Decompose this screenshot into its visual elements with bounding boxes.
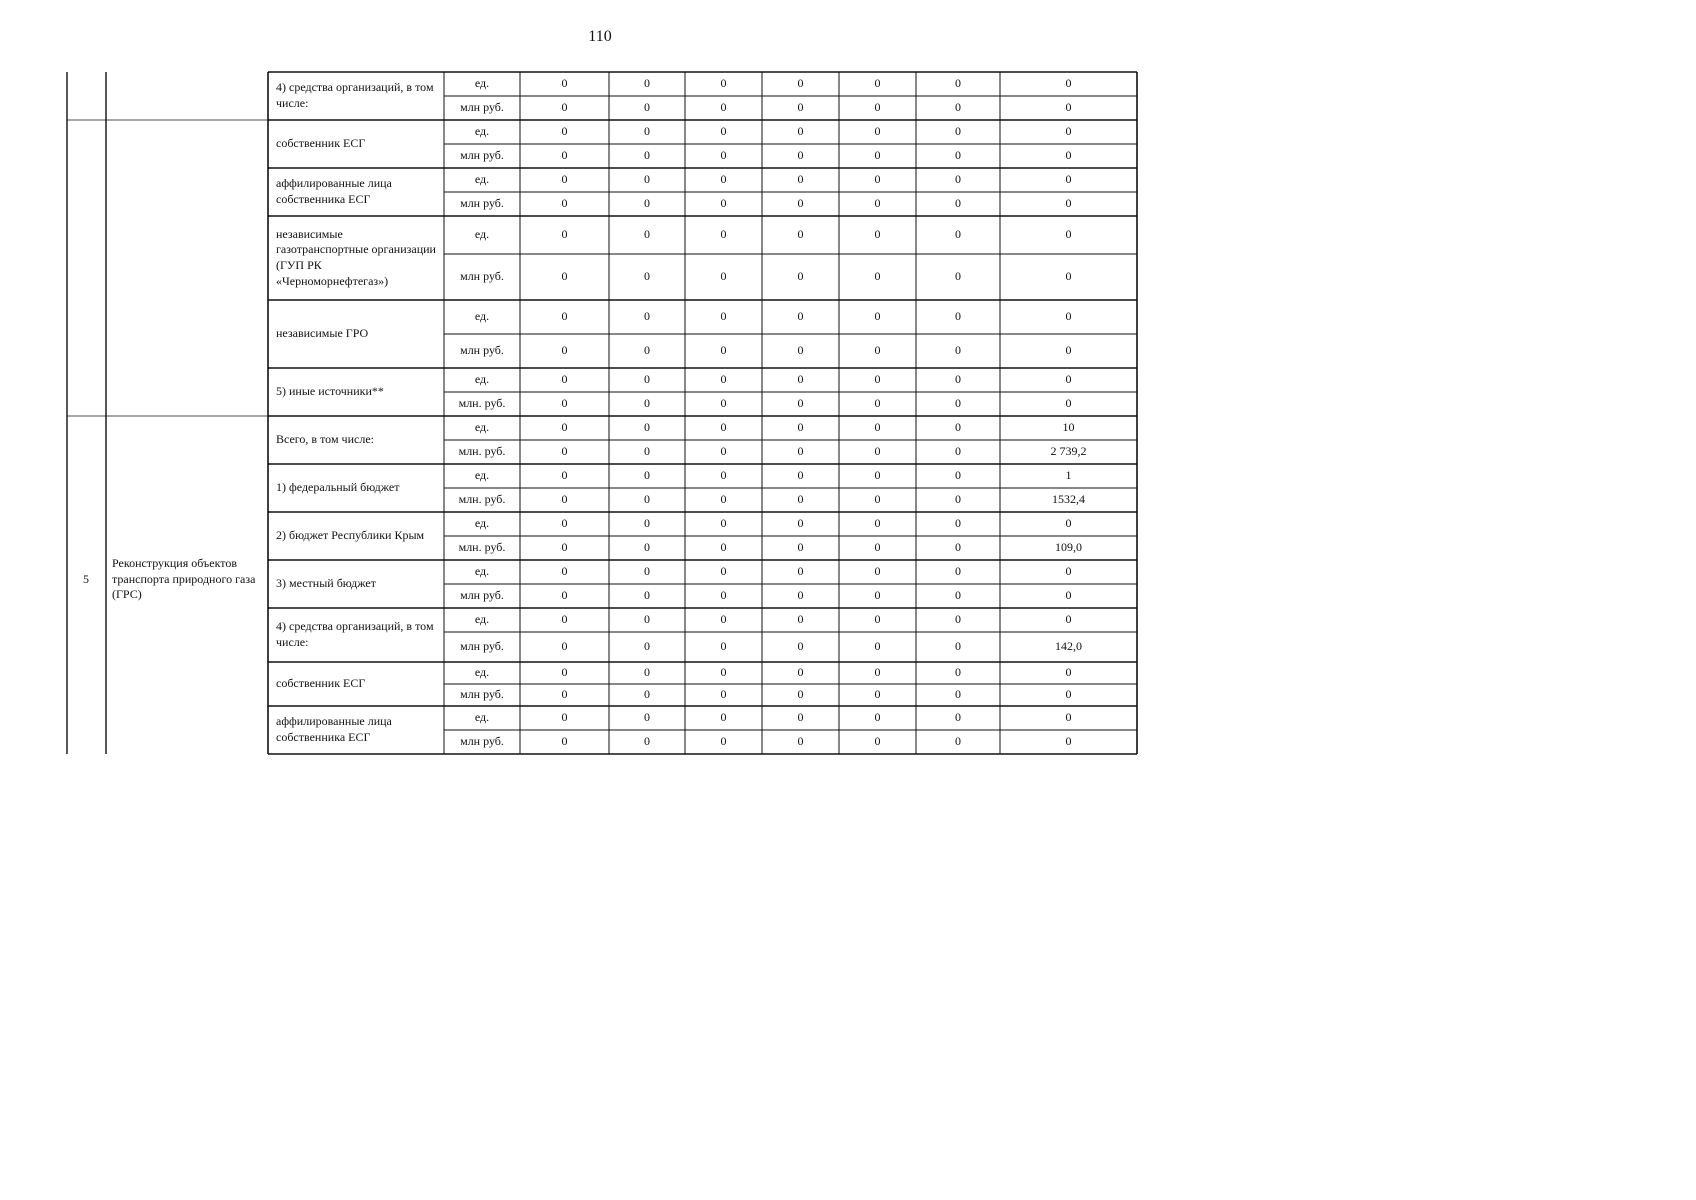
value-cell: 0 xyxy=(720,639,727,654)
value-cell: 0 xyxy=(561,309,568,324)
value-cell: 0 xyxy=(955,540,961,555)
value-cell: 0 xyxy=(797,396,804,411)
value-cell: 0 xyxy=(874,444,881,459)
value-cell: 0 xyxy=(1065,196,1072,211)
value-cell: 0 xyxy=(720,100,727,115)
value-cell: 0 xyxy=(874,734,881,749)
value-cell: 2 739,2 xyxy=(1050,444,1087,459)
value-cell: 0 xyxy=(955,420,961,435)
value-cell: 0 xyxy=(955,734,961,749)
value-cell: 0 xyxy=(797,100,804,115)
value-cell: 0 xyxy=(797,588,804,603)
value-cell: 0 xyxy=(1065,227,1072,242)
value-cell: 0 xyxy=(955,196,961,211)
value-cell: 0 xyxy=(561,710,568,725)
value-cell: 0 xyxy=(955,227,961,242)
value-cell: 0 xyxy=(874,612,881,627)
value-cell: 0 xyxy=(797,309,804,324)
value-cell: 0 xyxy=(874,420,881,435)
value-cell: 0 xyxy=(874,516,881,531)
row-label: 3) местный бюджет xyxy=(276,576,376,591)
unit-cell: млн руб. xyxy=(460,343,504,358)
unit-cell: млн. руб. xyxy=(458,492,506,507)
value-cell: 0 xyxy=(644,227,650,242)
value-cell: 0 xyxy=(874,639,881,654)
value-cell: 0 xyxy=(874,468,881,483)
value-cell: 0 xyxy=(720,564,727,579)
value-cell: 0 xyxy=(955,639,961,654)
value-cell: 0 xyxy=(1065,734,1072,749)
row-label: собственник ЕСГ xyxy=(276,676,366,691)
value-cell: 0 xyxy=(1065,564,1072,579)
value-cell: 0 xyxy=(955,564,961,579)
value-cell: 0 xyxy=(797,76,804,91)
row-label: собственник ЕСГ xyxy=(276,136,366,151)
value-cell: 0 xyxy=(561,343,568,358)
value-cell: 0 xyxy=(720,227,727,242)
value-cell: 0 xyxy=(561,76,568,91)
row-label: независимые ГРО xyxy=(276,326,369,341)
value-cell: 0 xyxy=(720,269,727,284)
value-cell: 0 xyxy=(644,172,650,187)
value-cell: 0 xyxy=(720,444,727,459)
page-number: 110 xyxy=(588,28,612,45)
row-label: аффилированные лица собственника ЕСГ xyxy=(276,176,392,206)
value-cell: 0 xyxy=(720,687,727,702)
row-label: аффилированные лица собственника ЕСГ xyxy=(276,714,392,744)
value-cell: 0 xyxy=(955,269,961,284)
unit-cell: ед. xyxy=(474,564,490,579)
value-cell: 0 xyxy=(955,343,961,358)
value-cell: 0 xyxy=(644,420,650,435)
value-cell: 0 xyxy=(874,196,881,211)
value-cell: 0 xyxy=(561,492,568,507)
value-cell: 0 xyxy=(797,687,804,702)
unit-cell: ед. xyxy=(474,468,490,483)
value-cell: 0 xyxy=(720,124,727,139)
value-cell: 0 xyxy=(874,588,881,603)
value-cell: 0 xyxy=(561,564,568,579)
value-cell: 0 xyxy=(644,76,650,91)
value-cell: 0 xyxy=(874,343,881,358)
value-cell: 0 xyxy=(797,516,804,531)
value-cell: 0 xyxy=(955,396,961,411)
unit-cell: ед. xyxy=(474,309,490,324)
value-cell: 0 xyxy=(797,343,804,358)
value-cell: 0 xyxy=(644,124,650,139)
value-cell: 0 xyxy=(955,444,961,459)
unit-cell: млн. руб. xyxy=(458,396,506,411)
value-cell: 0 xyxy=(955,468,961,483)
value-cell: 0 xyxy=(561,196,568,211)
value-cell: 0 xyxy=(797,124,804,139)
value-cell: 0 xyxy=(720,196,727,211)
value-cell: 0 xyxy=(720,734,727,749)
row-label: 2) бюджет Республики Крым xyxy=(276,528,425,543)
value-cell: 0 xyxy=(1065,343,1072,358)
value-cell: 0 xyxy=(797,564,804,579)
value-cell: 0 xyxy=(561,687,568,702)
value-cell: 0 xyxy=(1065,172,1072,187)
value-cell: 0 xyxy=(561,148,568,163)
value-cell: 0 xyxy=(644,444,650,459)
value-cell: 0 xyxy=(720,76,727,91)
value-cell: 0 xyxy=(644,100,650,115)
value-cell: 0 xyxy=(720,420,727,435)
value-cell: 0 xyxy=(561,639,568,654)
row-label: 4) средства организаций, в том числе: xyxy=(276,619,434,649)
value-cell: 0 xyxy=(1065,124,1072,139)
value-cell: 0 xyxy=(955,665,961,680)
value-cell: 0 xyxy=(955,588,961,603)
value-cell: 0 xyxy=(955,687,961,702)
value-cell: 0 xyxy=(561,612,568,627)
value-cell: 0 xyxy=(720,396,727,411)
value-cell: 0 xyxy=(561,124,568,139)
value-cell: 0 xyxy=(644,564,650,579)
value-cell: 0 xyxy=(797,372,804,387)
value-cell: 0 xyxy=(874,76,881,91)
value-cell: 0 xyxy=(797,734,804,749)
value-cell: 0 xyxy=(955,76,961,91)
value-cell: 0 xyxy=(797,639,804,654)
value-cell: 0 xyxy=(797,612,804,627)
value-cell: 0 xyxy=(874,687,881,702)
unit-cell: млн. руб. xyxy=(458,444,506,459)
item-number: 5 xyxy=(83,572,89,586)
value-cell: 0 xyxy=(1065,516,1072,531)
unit-cell: млн руб. xyxy=(460,148,504,163)
value-cell: 0 xyxy=(561,665,568,680)
value-cell: 0 xyxy=(561,100,568,115)
value-cell: 0 xyxy=(561,269,568,284)
value-cell: 0 xyxy=(874,227,881,242)
value-cell: 0 xyxy=(797,665,804,680)
unit-cell: ед. xyxy=(474,172,490,187)
value-cell: 0 xyxy=(644,734,650,749)
value-cell: 109,0 xyxy=(1055,540,1082,555)
unit-cell: ед. xyxy=(474,710,490,725)
row-label: 1) федеральный бюджет xyxy=(276,480,400,495)
value-cell: 0 xyxy=(1065,710,1072,725)
value-cell: 0 xyxy=(644,148,650,163)
value-cell: 0 xyxy=(874,100,881,115)
value-cell: 1 xyxy=(1065,468,1072,483)
value-cell: 0 xyxy=(720,710,727,725)
value-cell: 0 xyxy=(644,639,650,654)
unit-cell: млн руб. xyxy=(460,734,504,749)
value-cell: 0 xyxy=(720,665,727,680)
value-cell: 0 xyxy=(561,227,568,242)
value-cell: 1532,4 xyxy=(1052,492,1085,507)
row-label: Всего, в том числе: xyxy=(276,432,374,447)
value-cell: 0 xyxy=(644,516,650,531)
value-cell: 0 xyxy=(644,687,650,702)
value-cell: 0 xyxy=(1065,372,1072,387)
unit-cell: млн руб. xyxy=(460,639,504,654)
row-label: 4) средства организаций, в том числе: xyxy=(276,80,434,110)
unit-cell: ед. xyxy=(474,227,490,242)
value-cell: 0 xyxy=(797,468,804,483)
value-cell: 0 xyxy=(1065,665,1072,680)
value-cell: 0 xyxy=(955,124,961,139)
value-cell: 0 xyxy=(561,540,568,555)
value-cell: 0 xyxy=(1065,687,1072,702)
value-cell: 0 xyxy=(797,269,804,284)
unit-cell: млн руб. xyxy=(460,269,504,284)
value-cell: 0 xyxy=(874,309,881,324)
value-cell: 0 xyxy=(720,540,727,555)
unit-cell: ед. xyxy=(474,420,490,435)
value-cell: 0 xyxy=(720,172,727,187)
value-cell: 0 xyxy=(797,227,804,242)
value-cell: 0 xyxy=(644,492,650,507)
value-cell: 0 xyxy=(955,372,961,387)
unit-cell: млн. руб. xyxy=(458,540,506,555)
value-cell: 0 xyxy=(1065,396,1072,411)
value-cell: 0 xyxy=(955,516,961,531)
value-cell: 0 xyxy=(874,148,881,163)
unit-cell: ед. xyxy=(474,124,490,139)
value-cell: 0 xyxy=(644,540,650,555)
value-cell: 0 xyxy=(720,372,727,387)
value-cell: 0 xyxy=(561,734,568,749)
value-cell: 0 xyxy=(955,710,961,725)
value-cell: 0 xyxy=(955,612,961,627)
value-cell: 0 xyxy=(644,468,650,483)
unit-cell: млн руб. xyxy=(460,687,504,702)
value-cell: 0 xyxy=(644,309,650,324)
unit-cell: ед. xyxy=(474,372,490,387)
value-cell: 0 xyxy=(561,588,568,603)
value-cell: 0 xyxy=(797,444,804,459)
unit-cell: ед. xyxy=(474,76,490,91)
value-cell: 0 xyxy=(644,665,650,680)
unit-cell: млн руб. xyxy=(460,588,504,603)
value-cell: 0 xyxy=(561,172,568,187)
value-cell: 142,0 xyxy=(1055,639,1082,654)
unit-cell: млн руб. xyxy=(460,196,504,211)
value-cell: 0 xyxy=(720,516,727,531)
value-cell: 0 xyxy=(644,372,650,387)
value-cell: 0 xyxy=(874,269,881,284)
value-cell: 0 xyxy=(797,540,804,555)
row-label: независимые газотранспортные организации (ГУП РК «Черноморнефтегаз») xyxy=(276,226,436,288)
value-cell: 0 xyxy=(874,564,881,579)
value-cell: 0 xyxy=(561,372,568,387)
value-cell: 0 xyxy=(797,148,804,163)
value-cell: 0 xyxy=(955,172,961,187)
value-cell: 0 xyxy=(874,172,881,187)
value-cell: 0 xyxy=(1065,100,1072,115)
value-cell: 0 xyxy=(955,492,961,507)
value-cell: 0 xyxy=(797,710,804,725)
value-cell: 0 xyxy=(1065,76,1072,91)
value-cell: 0 xyxy=(720,343,727,358)
value-cell: 0 xyxy=(644,343,650,358)
value-cell: 0 xyxy=(561,468,568,483)
value-cell: 0 xyxy=(561,420,568,435)
value-cell: 0 xyxy=(955,148,961,163)
value-cell: 0 xyxy=(874,710,881,725)
value-cell: 0 xyxy=(1065,148,1072,163)
value-cell: 0 xyxy=(644,710,650,725)
unit-cell: млн руб. xyxy=(460,100,504,115)
value-cell: 0 xyxy=(1065,612,1072,627)
value-cell: 0 xyxy=(955,100,961,115)
value-cell: 0 xyxy=(720,468,727,483)
value-cell: 0 xyxy=(720,309,727,324)
value-cell: 0 xyxy=(720,612,727,627)
value-cell: 0 xyxy=(874,492,881,507)
value-cell: 0 xyxy=(720,148,727,163)
value-cell: 0 xyxy=(561,516,568,531)
value-cell: 0 xyxy=(644,396,650,411)
value-cell: 0 xyxy=(720,588,727,603)
value-cell: 0 xyxy=(644,588,650,603)
value-cell: 0 xyxy=(1065,588,1072,603)
row-label: 5) иные источники** xyxy=(276,384,384,399)
value-cell: 0 xyxy=(644,269,650,284)
value-cell: 0 xyxy=(1065,269,1072,284)
value-cell: 10 xyxy=(1062,420,1075,435)
value-cell: 0 xyxy=(561,444,568,459)
value-cell: 0 xyxy=(955,309,961,324)
unit-cell: ед. xyxy=(474,665,490,680)
value-cell: 0 xyxy=(797,196,804,211)
value-cell: 0 xyxy=(561,396,568,411)
value-cell: 0 xyxy=(874,372,881,387)
unit-cell: ед. xyxy=(474,612,490,627)
value-cell: 0 xyxy=(1065,309,1072,324)
value-cell: 0 xyxy=(797,420,804,435)
value-cell: 0 xyxy=(797,172,804,187)
value-cell: 0 xyxy=(797,492,804,507)
unit-cell: ед. xyxy=(474,516,490,531)
value-cell: 0 xyxy=(644,196,650,211)
value-cell: 0 xyxy=(644,612,650,627)
value-cell: 0 xyxy=(874,540,881,555)
value-cell: 0 xyxy=(874,665,881,680)
value-cell: 0 xyxy=(874,396,881,411)
value-cell: 0 xyxy=(874,124,881,139)
value-cell: 0 xyxy=(720,492,727,507)
item-title: Реконструкция объектов транспорта природного газа (ГРС) xyxy=(112,556,256,602)
